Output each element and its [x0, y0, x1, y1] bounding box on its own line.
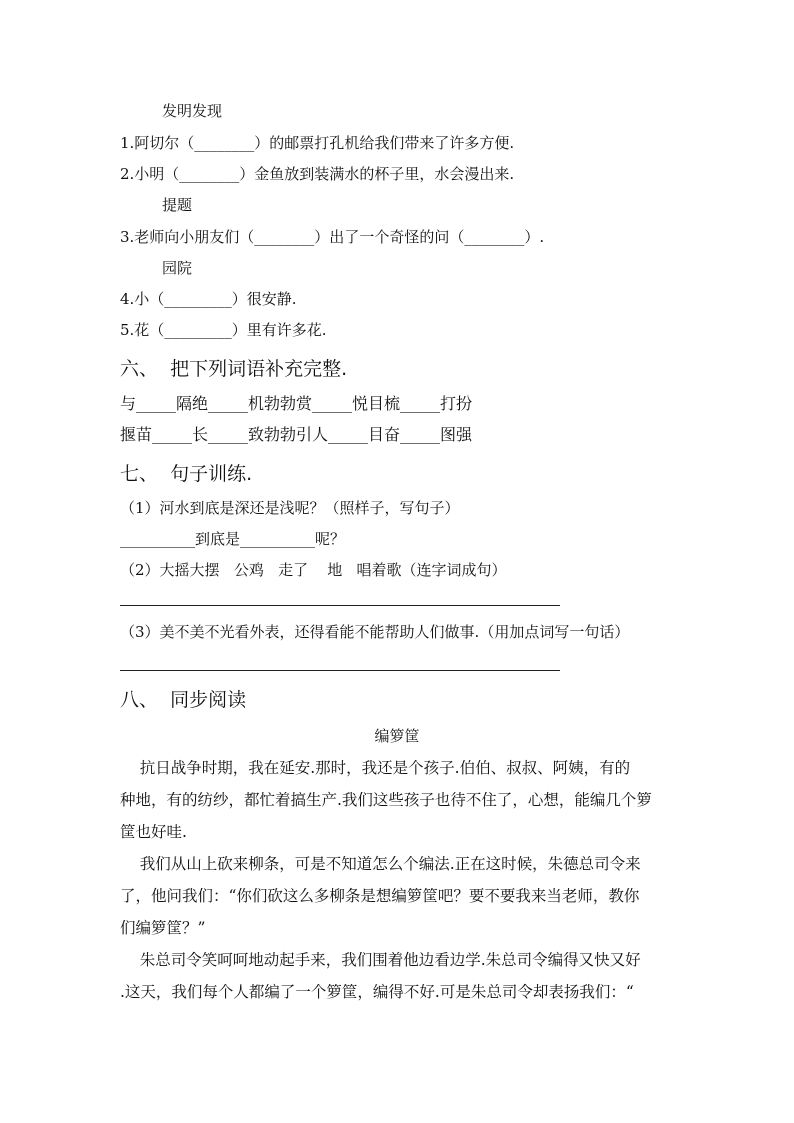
sentence-1-prompt: （1）河水到底是深还是浅呢？（照样子，写句子） — [120, 499, 460, 517]
idiom-row-1: 与_____隔绝_____机勃勃赏_____悦目梳_____打扮 — [120, 394, 473, 413]
word-group-fa-ming: 发明发现 — [162, 102, 223, 120]
answer-line-3 — [120, 670, 560, 671]
paragraph-1-line-1: 抗日战争时期，我在延安.那时，我还是个孩子.伯伯、叔叔、阿姨，有的 — [120, 759, 631, 777]
idiom-row-2: 揠苗_____长_____致勃勃引人_____目奋_____图强 — [120, 425, 473, 444]
section-7-heading: 七、 句子训练. — [120, 463, 253, 485]
fill-item-4: 4.小（_________）很安静. — [120, 290, 297, 308]
fill-item-2: 2.小明（________）金鱼放到装满水的杯子里，水会漫出来. — [120, 165, 515, 183]
paragraph-1-line-2: 种地，有的纺纱，都忙着搞生产.我们这些孩子也待不住了，心想，能编几个箩 — [120, 791, 652, 809]
answer-line-2 — [120, 605, 560, 606]
paragraph-2-line-1: 我们从山上砍来柳条，可是不知道怎么个编法.正在这时候，朱德总司令来 — [120, 855, 641, 873]
fill-item-5: 5.花（_________）里有许多花. — [120, 321, 327, 339]
sentence-3-prompt: （3）美不美不光看外表，还得看能不能帮助人们做事.（用加点词写一句话） — [120, 623, 630, 641]
section-6-heading: 六、 把下列词语补充完整. — [120, 358, 348, 380]
paragraph-2-line-2: 了，他问我们：“你们砍这么多柳条是想编箩筐吧？要不要我来当老师，教你 — [120, 887, 640, 905]
section-8-heading: 八、 同步阅读 — [120, 689, 247, 711]
sentence-1-blank: __________到底是__________呢？ — [120, 530, 346, 548]
paragraph-3-line-1: 朱总司令笑呵呵地动起手来，我们围着他边看边学.朱总司令编得又快又好 — [120, 951, 641, 969]
word-group-yuan: 园院 — [162, 259, 193, 277]
paragraph-1-line-3: 筐也好哇. — [120, 823, 187, 841]
paragraph-3-line-2: .这天，我们每个人都编了一个箩筐，编得不好.可是朱总司令却表扬我们：“ — [120, 983, 634, 1001]
reading-title: 编箩筐 — [374, 727, 420, 745]
paragraph-2-line-3: 们编箩筐？” — [120, 919, 206, 937]
sentence-2-prompt: （2）大摇大摆 公鸡 走了 地 唱着歌（连字词成句） — [120, 561, 507, 579]
fill-item-3: 3.老师向小朋友们（________）出了一个奇怪的问（________）. — [120, 228, 545, 246]
word-group-ti: 提题 — [162, 196, 193, 214]
fill-item-1: 1.阿切尔（________）的邮票打孔机给我们带来了许多方便. — [120, 134, 515, 152]
